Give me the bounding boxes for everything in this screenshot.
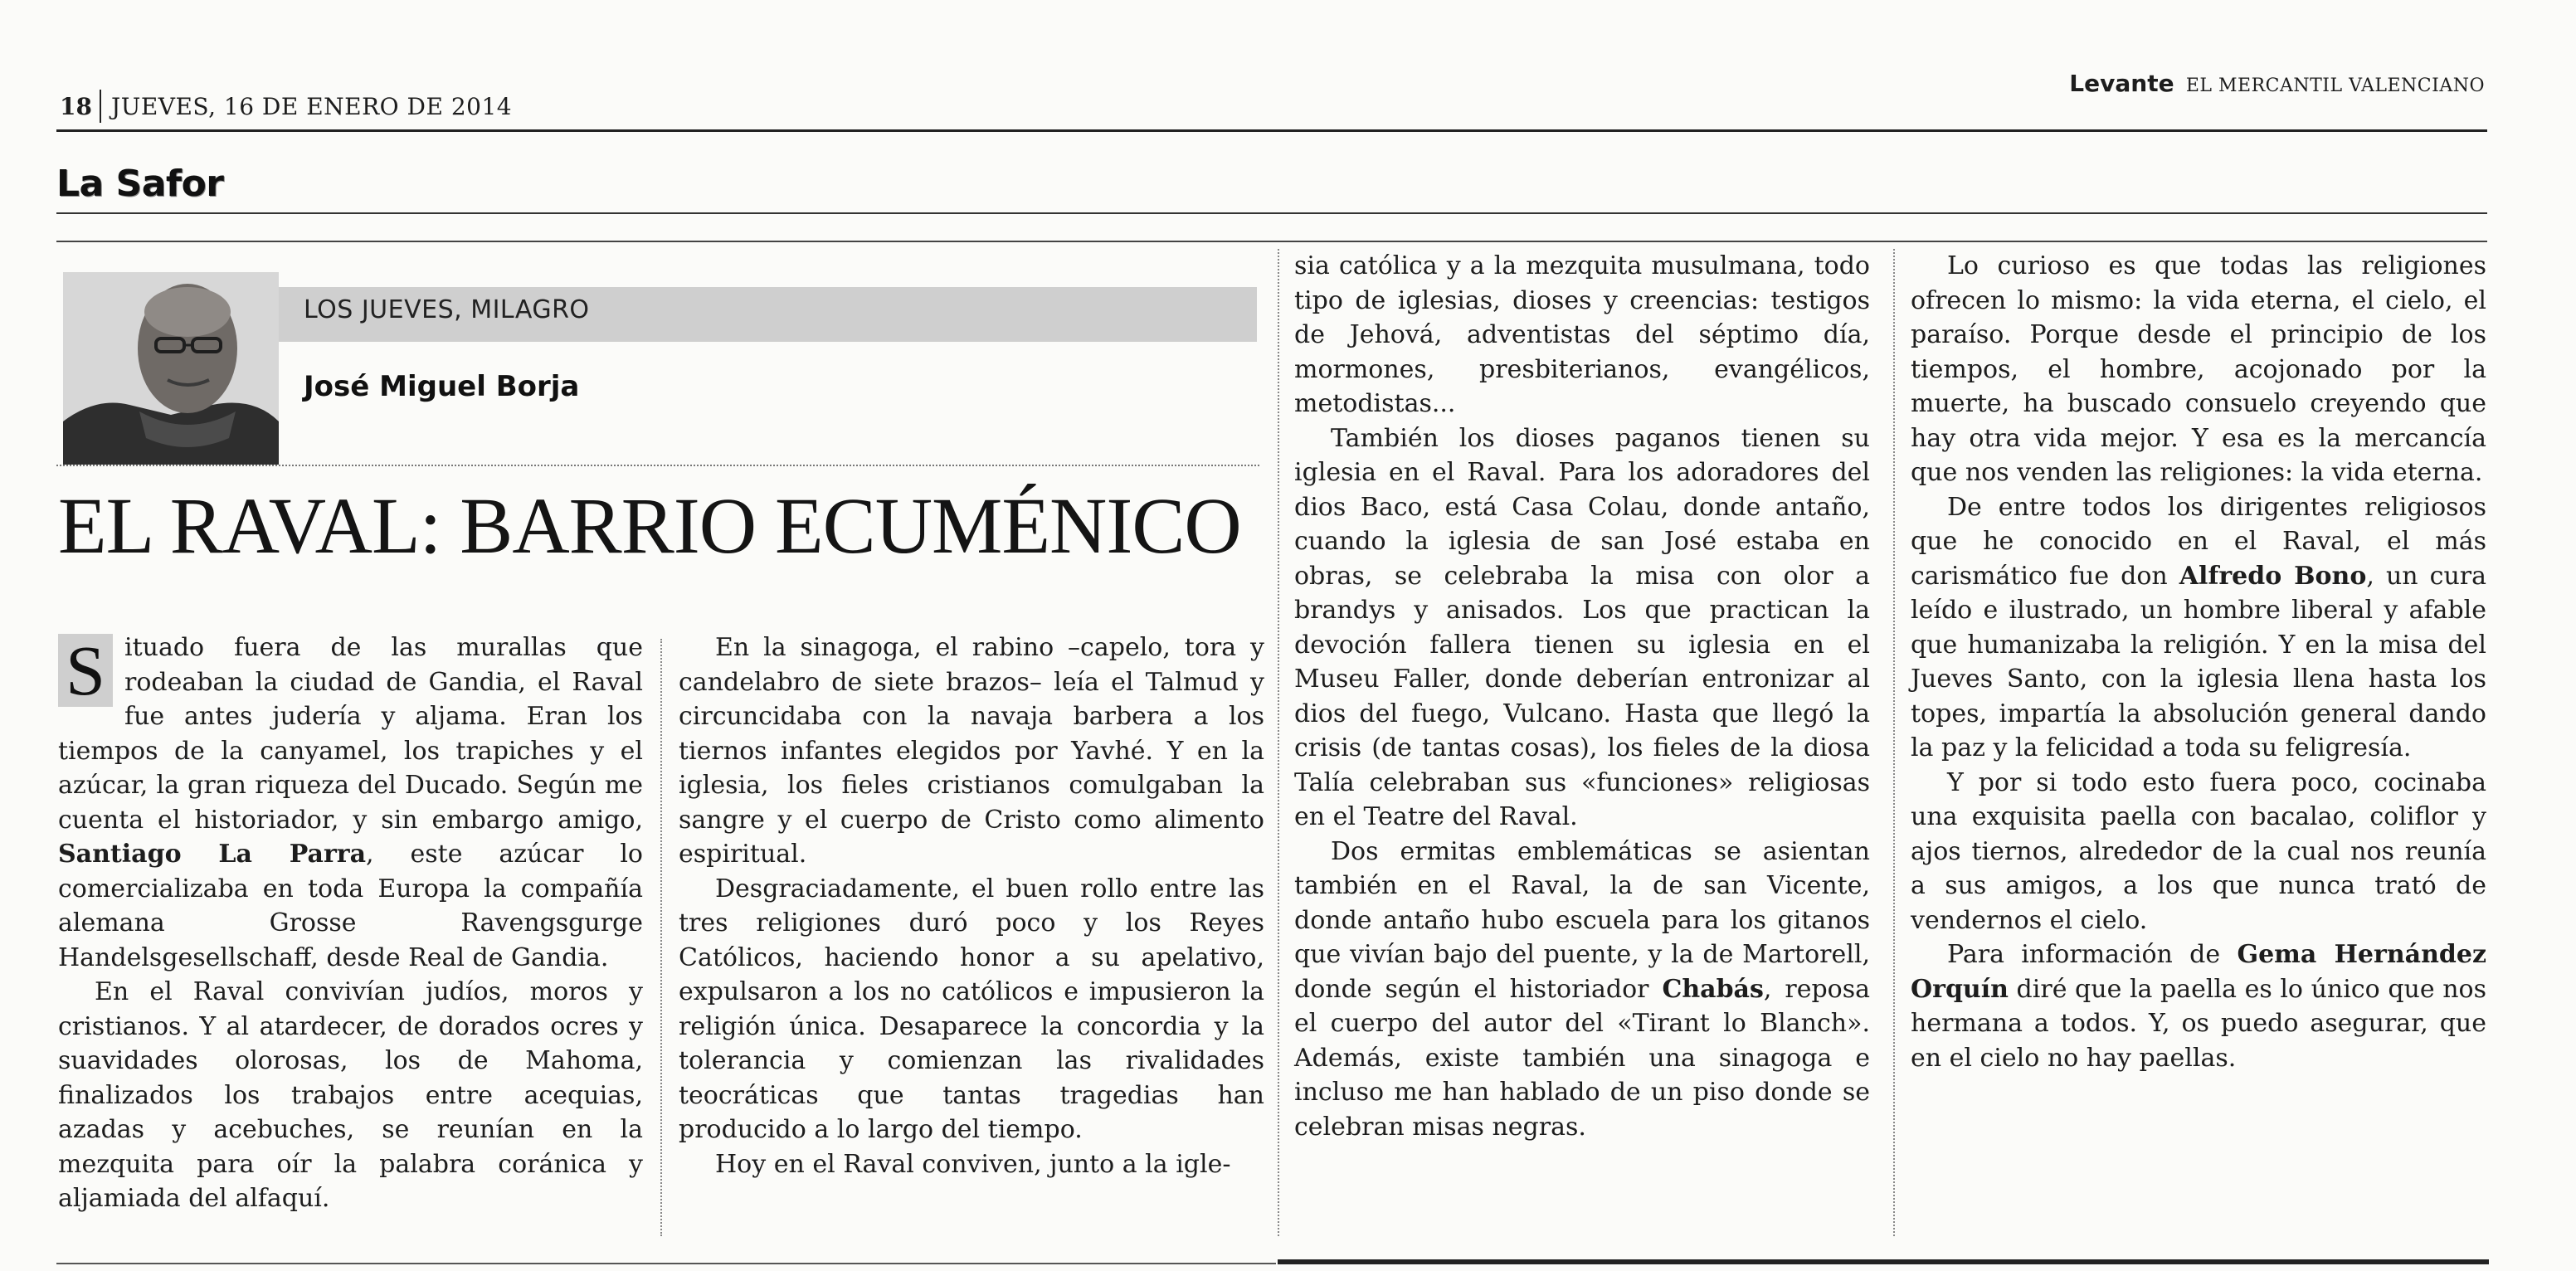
issue-date: JUEVES, 16 DE ENERO DE 2014 xyxy=(111,93,513,120)
column-divider xyxy=(660,639,662,1236)
paragraph: Lo curioso es que todas las religiones ofrecen lo mismo: la vida eterna, el cielo, el paraíso. Porque desde el principio de los tiempos, el hombre, acojonado por la muerte, ha buscado consuelo creyendo que hay otra vida mejor. Y esa es la mercancía que nos venden las religiones: la vida eterna. xyxy=(1911,251,2486,487)
footer-rule xyxy=(1278,1259,2489,1264)
paragraph: En la sinagoga, el rabino –capelo, tora y candelabro de siete brazos– leía el Talmud y circuncidaba con la navaja barbera a los tiernos infantes elegidos por Yavhé. Y en la iglesia, los fieles cristianos comulgaban la sangre y el cuerpo de Cristo como alimento espiritual. xyxy=(679,633,1264,869)
header-rule xyxy=(56,129,2487,132)
person-name: Chabás xyxy=(1662,974,1764,1004)
footer-rule-left xyxy=(56,1263,1276,1264)
paragraph xyxy=(1911,937,2486,1075)
paragraph xyxy=(1294,835,1870,1145)
author-name: José Miguel Borja xyxy=(304,370,580,403)
author-portrait-icon xyxy=(63,272,279,465)
paragraph: Y por si todo esto fuera poco, cocinaba una exquisita paella con bacalao, coliflor y ajos tiernos, alrededor de la cual nos reunía a sus amigos, a los que nunca trató de vendernos el cielo. xyxy=(1911,767,2486,935)
person-name: Santiago La Parra xyxy=(58,840,367,869)
text: , reposa el cuerpo del autor del «Tirant lo Blanch». Además, existe también una sinagoga e incluso me han hablado de un piso donde se celebran misas negras. xyxy=(1294,974,1870,1142)
paragraph: También los dioses paganos tienen su iglesia en el Raval. Para los adoradores del dios Baco, está Casa Colau, donde antaño, cuando la iglesia de san José estaba en obras, se celebraba la misa con olor a brandys y anisados. Los que practican la devoción fallera tienen su iglesia en el Museu Faller, donde deberían entronizar al dios del fuego, Vulcano. Hasta que llegó la crisis (de tantas cosas), los fieles de la diosa Talía celebraban sus «funciones» religiosas en el Teatre del Raval. xyxy=(1294,423,1870,831)
text: , este azúcar lo comercializaba en toda Europa la compañía alemana Grosse Ravengsgurge Handelsgesellschaff, desde Real de Gandia. xyxy=(58,840,643,972)
byline-dotted-rule xyxy=(56,465,1259,466)
content-top-rule xyxy=(56,241,2487,242)
masthead-brand: Levante xyxy=(2069,70,2174,97)
person-name: Gema Hernández Orquín xyxy=(1911,940,2486,1004)
article-headline: EL RAVAL: BARRIO ECUMÉNICO xyxy=(58,481,1241,570)
column-divider xyxy=(1278,249,1279,1236)
masthead xyxy=(2069,70,2485,97)
paragraph: Desgraciadamente, el buen rollo entre las tres religiones duró poco y los Reyes Católicos, haciendo honor a su apelativo, expulsaron a los no católicos e impusieron la religión única. Desaparece la concordia y la tolerancia y comienzan las rivalidades teocráticas que tantas tragedias han producido a lo largo del tiempo. xyxy=(679,874,1264,1144)
page-number-divider xyxy=(100,90,101,123)
section-rule xyxy=(56,212,2487,214)
person-name: Alfredo Bono xyxy=(2179,561,2367,591)
article-column-1 xyxy=(58,631,643,1216)
paragraph: sia católica y a la mezquita musulmana, todo tipo de iglesias, dioses y creencias: testigos de Jehová, adventistas del séptimo día, mormones, presbiterianos, evangélicos, metodistas... xyxy=(1294,251,1870,418)
text: De entre todos los dirigentes religiosos que he conocido en el Raval, el más carismático fue don xyxy=(1911,492,2486,591)
text: ituado fuera de las murallas que rodeaban la ciudad de Gandia, el Raval fue antes judería y aljama. Eran los tiempos de la canyamel, los trapiches y el azúcar, la gran riqueza del Ducado. Según me cuenta el historiador, y sin embargo amigo, xyxy=(58,633,643,835)
text: Para información de xyxy=(1947,940,2238,969)
page-number: 18 xyxy=(60,93,92,120)
section-title: La Safor xyxy=(56,163,224,205)
paragraph: Hoy en el Raval conviven, junto a la igle- xyxy=(715,1149,1231,1179)
paragraph: En el Raval convivían judíos, moros y cristianos. Y al atardecer, de dorados ocres y suavidades olorosas, los de Mahoma, finalizados los trabajos entre acequias, azadas y acebuches, se reunían en la mezquita para oír la palabra coránica y aljamiada del alfaquí. xyxy=(58,977,643,1213)
column-divider xyxy=(1893,249,1895,1236)
article-column-3 xyxy=(1294,249,1870,1144)
article-column-2 xyxy=(679,631,1264,1181)
paragraph xyxy=(1911,490,2486,766)
dropcap: S xyxy=(58,634,113,707)
masthead-subtitle: EL MERCANTIL VALENCIANO xyxy=(2185,75,2485,96)
text: Dos ermitas emblemáticas se asientan también en el Raval, la de san Vicente, donde antaño hubo escuela para los gitanos que vivían bajo del puente, y la de Martorell, donde según el historiador xyxy=(1294,836,1870,1004)
text: diré que la paella es lo único que nos hermana a todos. Y, os puedo asegurar, que en el cielo no hay paellas. xyxy=(1911,974,2486,1073)
column-name: LOS JUEVES, MILAGRO xyxy=(304,295,590,324)
text: , un cura leído e ilustrado, un hombre liberal y afable que humanizaba la religión. Y en la misa del Jueves Santo, con la iglesia llena hasta los topes, impartía la absolución general dando la paz y la felicidad a toda su feligresía. xyxy=(1911,561,2486,762)
paragraph xyxy=(58,631,643,975)
article-column-4 xyxy=(1911,249,2486,1075)
